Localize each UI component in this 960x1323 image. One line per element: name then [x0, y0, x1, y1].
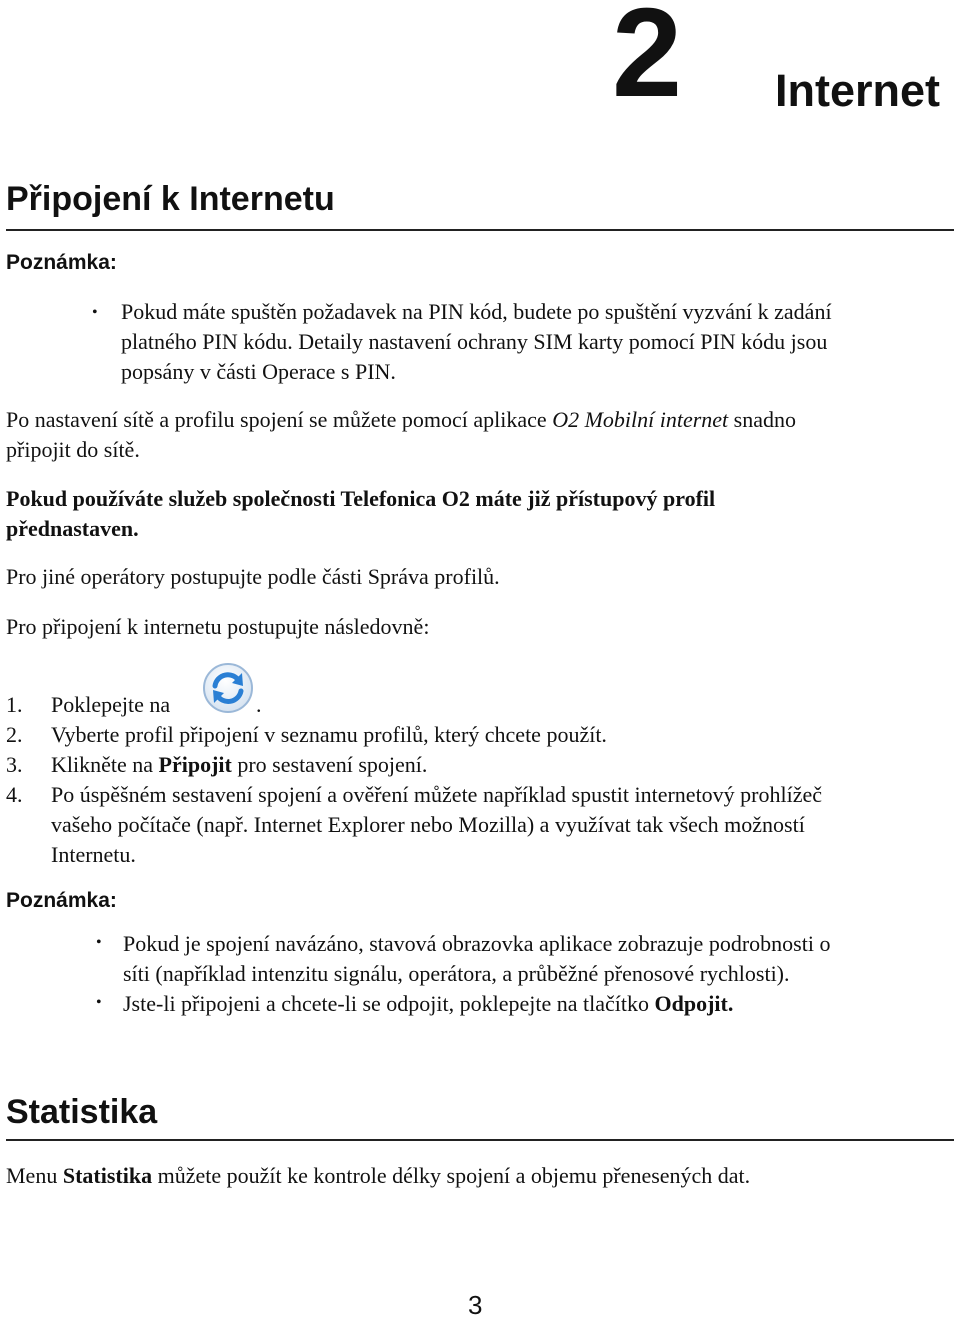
paragraph-other-operators: Pro jiné operátory postupujte podle části Správa profilů.	[6, 564, 500, 589]
step-text	[51, 750, 427, 780]
paragraph-text: snadno	[728, 407, 796, 432]
chapter-number: 2	[612, 0, 681, 123]
note-label: Poznámka:	[6, 889, 117, 912]
step-text-line: vašeho počítače (např. Internet Explorer nebo Mozilla) a využívat tak všech možností	[51, 812, 805, 837]
disconnect-label: Odpojit.	[654, 991, 734, 1016]
step-text: Vyberte profil připojení v seznamu profilů, který chcete použít.	[51, 722, 607, 747]
statistics-menu-label: Statistika	[62, 1163, 153, 1188]
paragraph-steps-intro: Pro připojení k internetu postupujte následovně:	[6, 614, 430, 639]
step-number: 1.	[6, 692, 23, 717]
paragraph-text: Po nastavení sítě a profilu spojení se můžete pomocí aplikace	[6, 407, 553, 432]
step-number: 4.	[6, 782, 23, 807]
note-text-line: popsány v části Operace s PIN.	[121, 359, 396, 384]
step-number: 3.	[6, 752, 23, 777]
step-text-line: Po úspěšném sestavení spojení a ověření můžete například spustit internetový prohlížeč	[51, 782, 823, 807]
paragraph-app-intro	[6, 405, 796, 435]
step-text-part: pro sestavení spojení.	[231, 752, 428, 777]
bullet-marker: •	[96, 994, 102, 1011]
note-text-line: Pokud je spojení navázáno, stavová obrazovka aplikace zobrazuje podrobnosti o	[123, 931, 831, 956]
paragraph-statistics	[6, 1161, 750, 1191]
note-text-line	[123, 989, 733, 1019]
bold-paragraph-line: Pokud používáte služeb společnosti Telefonica O2 máte již přístupový profil	[6, 486, 716, 511]
note-text-line: Pokud máte spuštěn požadavek na PIN kód, budete po spuštění vyzvání k zadání	[121, 299, 832, 324]
paragraph-text: připojit do sítě.	[6, 437, 140, 462]
note-text-line: síti (například intenzitu signálu, operátora, a průběžné přenosové rychlosti).	[123, 961, 790, 986]
app-name: O2 Mobilní internet	[552, 407, 729, 432]
note-text-part: Jste-li připojeni a chcete-li se odpojit, poklepejte na tlačítko	[123, 991, 655, 1016]
section-rule	[6, 1139, 954, 1141]
bullet-marker: •	[92, 304, 98, 321]
bullet-marker: •	[96, 934, 102, 951]
refresh-arrows-icon[interactable]	[202, 662, 254, 714]
section-heading-statistics: Statistika	[6, 1093, 158, 1131]
page-number: 3	[468, 1290, 483, 1320]
note-label: Poznámka:	[6, 251, 117, 274]
step-suffix: .	[256, 692, 262, 717]
connect-label: Připojit	[158, 752, 232, 777]
paragraph-text: můžete použít ke kontrole délky spojení a objemu přenesených dat.	[152, 1163, 751, 1188]
step-text-part: Klikněte na	[51, 752, 159, 777]
chapter-title: Internet	[775, 65, 941, 116]
step-text: Poklepejte na	[51, 692, 171, 717]
bold-paragraph-line: přednastaven.	[6, 516, 139, 541]
step-number: 2.	[6, 722, 23, 747]
section-heading-connect: Připojení k Internetu	[6, 180, 335, 218]
note-text-line: platného PIN kódu. Detaily nastavení ochrany SIM karty pomocí PIN kódu jsou	[121, 329, 828, 354]
step-text-line: Internetu.	[51, 842, 136, 867]
paragraph-text: Menu	[6, 1163, 63, 1188]
section-rule	[6, 229, 954, 231]
